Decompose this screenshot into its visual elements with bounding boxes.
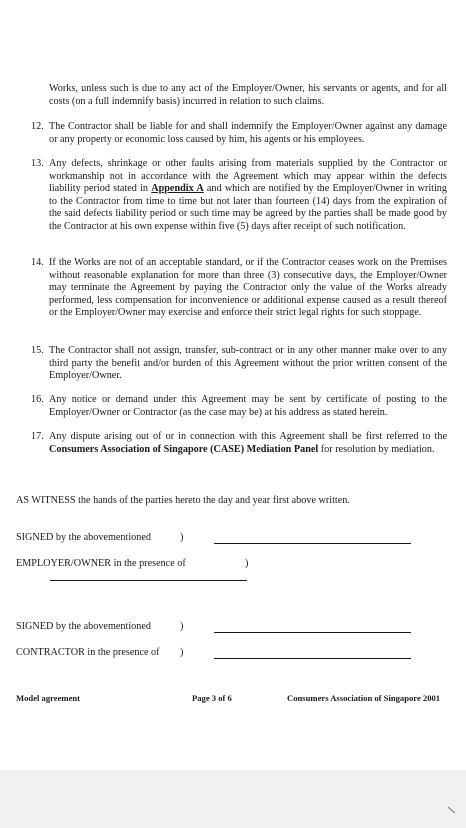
signed-label-employer: SIGNED by the abovementioned [16,532,151,543]
clause-number: 17. [31,431,44,442]
clause-12 [31,121,447,146]
signed-label-contractor: SIGNED by the abovementioned [16,621,151,632]
clause-text: Any notice or demand under this Agreement may be sent by certificate of posting to the Employer/Owner or Contractor (as the case may be) at his address as stated herein. [49,394,447,418]
clause-15 [31,345,447,383]
clause-number: 16. [31,394,44,405]
bracket: ) [180,621,184,632]
employer-signature-line[interactable] [214,543,411,544]
appendix-a-reference: Appendix A [151,183,204,194]
bracket: ) [180,647,184,658]
viewer-background [0,770,466,828]
clause-16 [31,394,447,419]
contractor-signature-line[interactable] [214,632,411,633]
resize-corner-icon [446,805,458,815]
clause-text: The Contractor shall not assign, transfer, sub-contract or in any other manner make over to any third party the benefit and/or burden of this Agreement without the prior written consent of the Employer/Owner. [49,345,447,381]
footer-page-number: Page 3 of 6 [192,693,232,703]
employer-witness-line[interactable] [50,580,247,581]
clause-text: If the Works are not of an acceptable standard, or if the Contractor ceases work on the Premises without reasonable explanation for more than three (3) consecutive days, the Employer/Owner may terminate the Agreement by paying the Contractor only the value of the Works already performed, less compensation for inconvenience or additional expense caused as a result thereof or the Employer/Owner may exercise and enforce their strict legal rights for such stoppage. [49,257,447,318]
clause-text: The Contractor shall be liable for and shall indemnify the Employer/Owner against any damage or any property or economic loss caused by him, his agents or his employees. [49,121,447,145]
clause-text: Any dispute arising out of or in connection with this Agreement shall be first referred to the Consumers Association of Singapore (CASE) Mediation Panel for resolution by mediation. [49,431,447,455]
case-mediation-panel: Consumers Association of Singapore (CASE) Mediation Panel [49,443,319,455]
clause-14 [31,257,447,320]
employer-presence-label: EMPLOYER/OWNER in the presence of [16,558,186,569]
clause-17 [31,431,447,456]
clause-number: 12. [31,121,44,132]
footer-left: Model agreement [16,693,81,703]
clause-text: Any defects, shrinkage or other faults arising from materials supplied by the Contractor or workmanship not in accordance with the Agreement which may appear within the defects liability period stated in Appendix A and which are notified by the Employer/Owner in writing to the Contractor from time to time but not later than fourteen (14) days from the expiration of the said defects liability period or such time may be agreed by the parties shall be made good by the Contractor at his own expense within five (5) days after receipt of such notification. [49,158,447,232]
contractor-witness-line[interactable] [214,658,411,659]
bracket: ) [180,532,184,543]
clause-number: 13. [31,158,44,169]
bracket: ) [245,558,249,569]
clause-number: 15. [31,345,44,356]
witness-statement: AS WITNESS the hands of the parties hereto the day and year first above written. [16,495,350,506]
clause-number: 14. [31,257,44,268]
clause-13 [31,158,447,233]
footer-right: Consumers Association of Singapore 2001 [287,693,441,703]
clause-11-continuation: Works, unless such is due to any act of the Employer/Owner, his servants or agents, and for all costs (on a full indemnify basis) incurred in relation to such claims. [49,83,447,107]
contractor-presence-label: CONTRACTOR in the presence of [16,647,160,658]
